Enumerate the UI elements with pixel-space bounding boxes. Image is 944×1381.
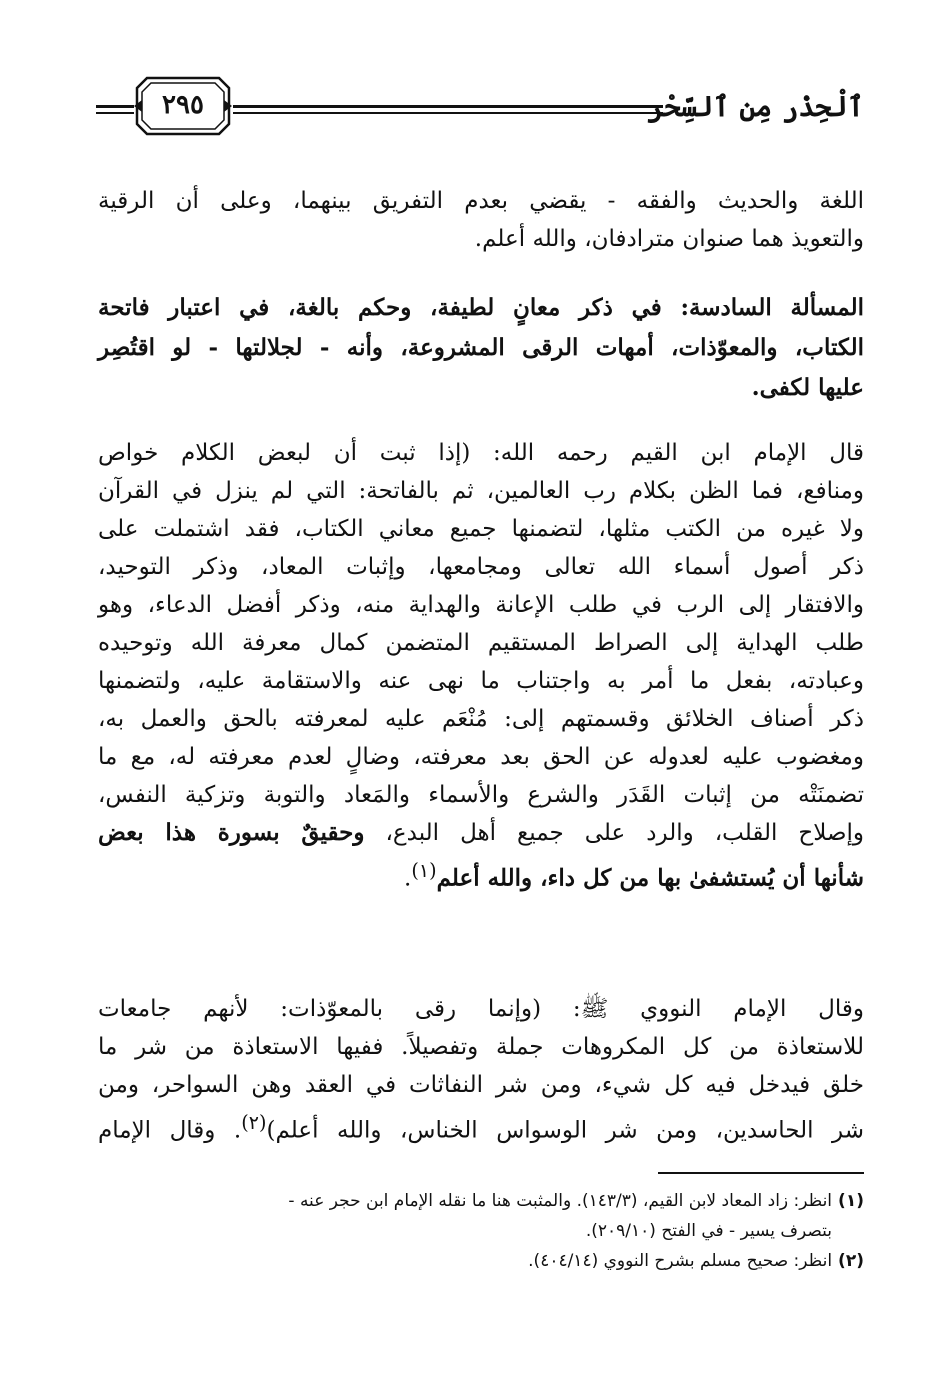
text-segment: وإصلاح القلب، والرد على جميع أهل البدع، — [364, 820, 865, 846]
text-line: وعبادته، بفعل ما أمر به واجتناب ما نهى عنه والاستقامة عليه، ولتضمنها — [98, 668, 864, 694]
page-number: ٢٩٥ — [162, 90, 204, 120]
section-label: المسألة السادسة: — [680, 294, 865, 321]
bold-text-segment: شأنها أن يُستشفىٰ بها من كل داء، والله أعلم — [436, 864, 864, 892]
text-line: ومغضوب عليه لعدوله عن الحق بعد معرفته، وضالٍ لعدم معرفته له، مع ما — [98, 744, 864, 770]
footnote-number: (١) — [838, 1191, 864, 1211]
text-line — [98, 852, 864, 890]
footnote-text: انظر: زاد المعاد لابن القيم، (١٤٣/٣). والمثبت هنا ما نقله الإمام ابن حجر عنه - — [288, 1191, 833, 1211]
paragraph-1 — [98, 182, 864, 258]
paragraph-ibn-qayyim — [98, 434, 864, 890]
text-line: اللغة والحديث والفقه - يقضي بعدم التفريق بينهما، وعلى أن الرقية — [98, 188, 864, 214]
footnotes — [98, 1186, 864, 1276]
text-line: ذكر أصناف الخلائق وقسمتهم إلى: مُنْعَم عليه لمعرفته بالحق والعمل به، — [98, 706, 864, 732]
footnote-2 — [98, 1246, 864, 1276]
page-header — [88, 60, 864, 140]
footnote-1 — [98, 1186, 864, 1216]
text-line — [98, 814, 864, 852]
footnote-text: انظر: صحيح مسلم بشرح النووي (٤٠٤/١٤). — [528, 1251, 833, 1271]
text-line: خلق فيدخل فيه كل شيء، ومن شر النفاثات في العقد وهن السواحر، ومن — [98, 1072, 864, 1098]
section-text: في ذكر معانٍ لطيفة، وحكم بالغة، في اعتبار فاتحة — [98, 294, 681, 321]
text-line — [98, 1104, 864, 1142]
text-line: والتعويذ هما صنوان مترادفان، والله أعلم. — [474, 226, 864, 252]
text-line: تضمنَتْه من إثبات القَدَر والشرع والأسماء والمَعاد والتوبة وتزكية النفس، — [98, 782, 864, 808]
section-6-heading — [98, 288, 864, 408]
page-number-frame — [133, 74, 233, 138]
footnote-1-continuation: بتصرف يسير - في الفتح (٢٠٩/١٠). — [585, 1221, 832, 1241]
header-rule-short — [96, 105, 134, 114]
header-rule — [233, 105, 663, 114]
text-line: ذكر أصول أسماء الله تعالى ومجامعها، وإثبات المعاد، وذكر التوحيد، — [98, 554, 864, 580]
text-segment: . — [404, 865, 412, 892]
footnote-separator — [658, 1172, 864, 1174]
paragraph-nawawi — [98, 990, 864, 1142]
text-line: والافتقار إلى الرب في طلب الإعانة والهداية منه، وذكر أفضل الدعاء، وهو — [98, 592, 864, 618]
text-line: للاستعاذة من كل المكروهات جملة وتفصيلاً. ففيها الاستعاذة من شر ما — [98, 1034, 864, 1060]
text-line: ومنافع، فما الظن بكلام رب العالمين، ثم بالفاتحة: التي لم ينزل في القرآن — [98, 478, 864, 504]
footnote-number: (٢) — [838, 1251, 864, 1271]
text-segment: شر الحاسدين، ومن شر الوسواس الخناس، والله أعلم) — [266, 1117, 864, 1144]
footnote-ref-1[interactable]: (١) — [411, 859, 437, 882]
text-line: طلب الهداية إلى الصراط المستقيم المتضمن كمال معرفة الله وتوحيده — [98, 630, 864, 656]
text-line — [98, 288, 864, 328]
text-line: الكتاب، والمعوّذات، أمهات الرقى المشروعة، وأنه - لجلالتها - لو اقتُصِر — [98, 334, 864, 361]
text-line: ولا غيره من الكتب مثلها، لتضمنها جميع معاني الكتاب، فقد اشتملت على — [98, 516, 864, 542]
text-line: قال الإمام ابن القيم رحمه الله: (إذا ثبت أن لبعض الكلام خواص — [98, 440, 864, 466]
book-title: ٱلْحِذْر مِن ٱلسِّحْر — [647, 90, 864, 123]
footnote-ref-2[interactable]: (٢) — [241, 1111, 267, 1134]
text-line: عليها لكفى. — [751, 374, 864, 401]
bold-text-segment: وحقيقٌ بسورة هذا بعض — [98, 819, 365, 846]
text-line: وقال الإمام النووي ﷺ: (وإنما رقى بالمعوّذات: لأنهم جامعات — [98, 996, 864, 1022]
text-segment: . وقال الإمام — [98, 1117, 242, 1144]
